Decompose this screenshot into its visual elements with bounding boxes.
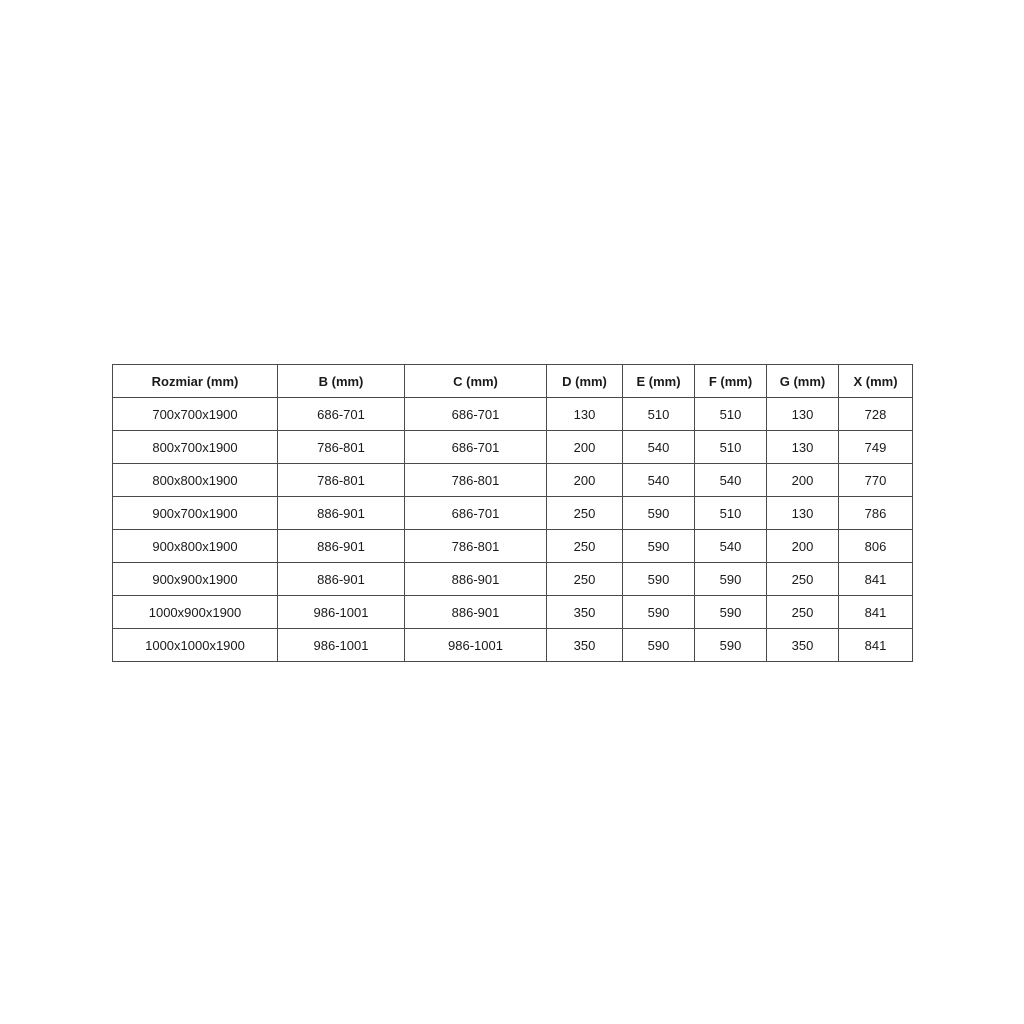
column-header: F (mm) bbox=[695, 365, 767, 398]
size-cell: 900x900x1900 bbox=[113, 563, 278, 596]
value-cell: 540 bbox=[695, 530, 767, 563]
column-header: X (mm) bbox=[839, 365, 913, 398]
dimensions-table bbox=[112, 364, 913, 662]
value-cell: 130 bbox=[767, 431, 839, 464]
value-cell: 200 bbox=[547, 464, 623, 497]
value-cell: 806 bbox=[839, 530, 913, 563]
value-cell: 590 bbox=[695, 563, 767, 596]
header-row bbox=[113, 365, 913, 398]
value-cell: 686-701 bbox=[405, 497, 547, 530]
value-cell: 686-701 bbox=[405, 431, 547, 464]
value-cell: 786 bbox=[839, 497, 913, 530]
value-cell: 749 bbox=[839, 431, 913, 464]
value-cell: 510 bbox=[695, 431, 767, 464]
value-cell: 986-1001 bbox=[278, 629, 405, 662]
value-cell: 728 bbox=[839, 398, 913, 431]
value-cell: 686-701 bbox=[405, 398, 547, 431]
value-cell: 250 bbox=[767, 596, 839, 629]
table-row bbox=[113, 530, 913, 563]
table-row bbox=[113, 398, 913, 431]
size-cell: 1000x900x1900 bbox=[113, 596, 278, 629]
value-cell: 590 bbox=[623, 629, 695, 662]
value-cell: 510 bbox=[623, 398, 695, 431]
value-cell: 250 bbox=[547, 530, 623, 563]
column-header: D (mm) bbox=[547, 365, 623, 398]
value-cell: 200 bbox=[547, 431, 623, 464]
table-body bbox=[113, 398, 913, 662]
value-cell: 200 bbox=[767, 530, 839, 563]
table-row bbox=[113, 431, 913, 464]
value-cell: 886-901 bbox=[405, 596, 547, 629]
value-cell: 786-801 bbox=[278, 464, 405, 497]
value-cell: 350 bbox=[547, 596, 623, 629]
value-cell: 590 bbox=[623, 530, 695, 563]
column-header: E (mm) bbox=[623, 365, 695, 398]
table-row bbox=[113, 563, 913, 596]
table-row bbox=[113, 596, 913, 629]
value-cell: 130 bbox=[767, 497, 839, 530]
value-cell: 350 bbox=[767, 629, 839, 662]
value-cell: 841 bbox=[839, 563, 913, 596]
value-cell: 770 bbox=[839, 464, 913, 497]
size-cell: 1000x1000x1900 bbox=[113, 629, 278, 662]
column-header: C (mm) bbox=[405, 365, 547, 398]
value-cell: 986-1001 bbox=[278, 596, 405, 629]
value-cell: 786-801 bbox=[405, 464, 547, 497]
value-cell: 986-1001 bbox=[405, 629, 547, 662]
table-row bbox=[113, 464, 913, 497]
value-cell: 686-701 bbox=[278, 398, 405, 431]
table-row bbox=[113, 629, 913, 662]
value-cell: 540 bbox=[695, 464, 767, 497]
size-cell: 900x700x1900 bbox=[113, 497, 278, 530]
value-cell: 250 bbox=[767, 563, 839, 596]
value-cell: 841 bbox=[839, 629, 913, 662]
value-cell: 250 bbox=[547, 497, 623, 530]
value-cell: 200 bbox=[767, 464, 839, 497]
column-header: Rozmiar (mm) bbox=[113, 365, 278, 398]
value-cell: 590 bbox=[695, 629, 767, 662]
value-cell: 841 bbox=[839, 596, 913, 629]
table-row bbox=[113, 497, 913, 530]
column-header: G (mm) bbox=[767, 365, 839, 398]
value-cell: 886-901 bbox=[278, 530, 405, 563]
value-cell: 250 bbox=[547, 563, 623, 596]
value-cell: 130 bbox=[547, 398, 623, 431]
value-cell: 540 bbox=[623, 431, 695, 464]
value-cell: 540 bbox=[623, 464, 695, 497]
value-cell: 886-901 bbox=[405, 563, 547, 596]
value-cell: 350 bbox=[547, 629, 623, 662]
value-cell: 510 bbox=[695, 497, 767, 530]
value-cell: 786-801 bbox=[278, 431, 405, 464]
value-cell: 590 bbox=[623, 563, 695, 596]
size-cell: 800x700x1900 bbox=[113, 431, 278, 464]
value-cell: 590 bbox=[695, 596, 767, 629]
value-cell: 130 bbox=[767, 398, 839, 431]
size-cell: 900x800x1900 bbox=[113, 530, 278, 563]
value-cell: 886-901 bbox=[278, 497, 405, 530]
size-cell: 700x700x1900 bbox=[113, 398, 278, 431]
column-header: B (mm) bbox=[278, 365, 405, 398]
value-cell: 510 bbox=[695, 398, 767, 431]
value-cell: 590 bbox=[623, 497, 695, 530]
value-cell: 886-901 bbox=[278, 563, 405, 596]
value-cell: 590 bbox=[623, 596, 695, 629]
value-cell: 786-801 bbox=[405, 530, 547, 563]
size-cell: 800x800x1900 bbox=[113, 464, 278, 497]
